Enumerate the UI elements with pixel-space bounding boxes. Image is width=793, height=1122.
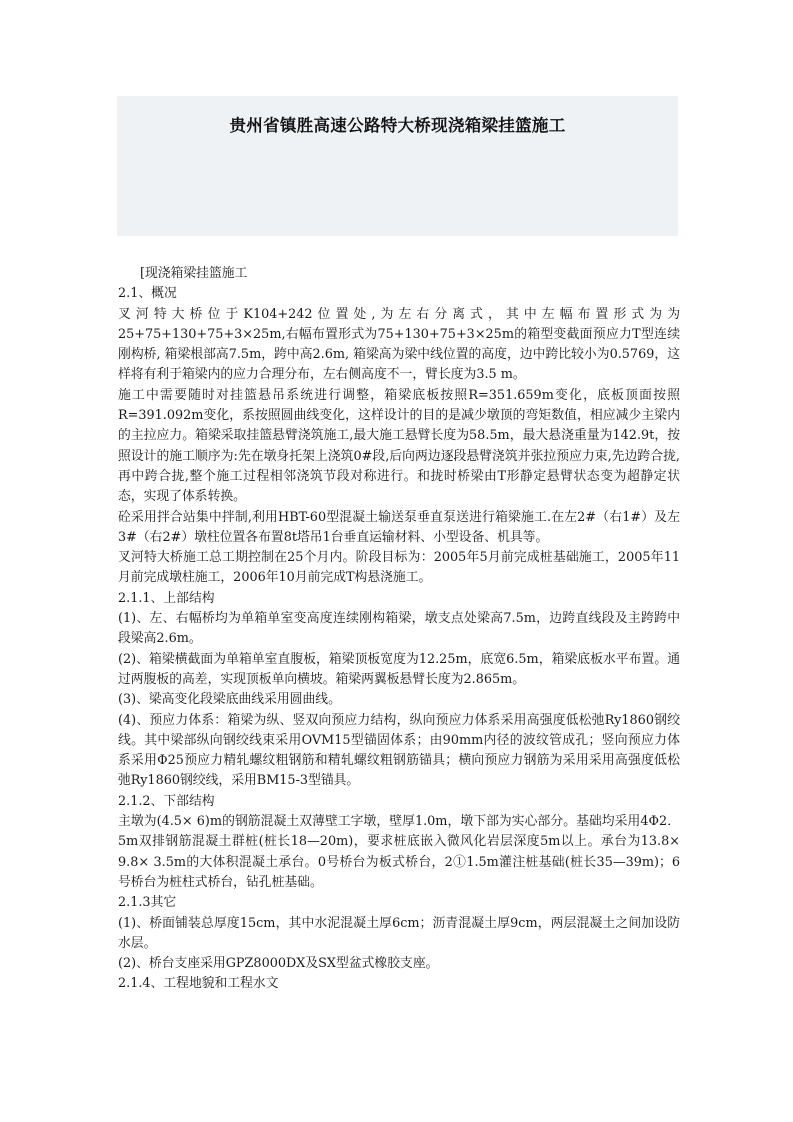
section-intro: [现浇箱梁挂篮施工 (140, 266, 248, 281)
title-banner (117, 96, 678, 236)
heading-2-1-4: 2.1.4、工程地貌和工程水文 (118, 976, 279, 992)
page-title: 贵州省镇胜高速公路特大桥现浇箱梁挂篮施工 (229, 116, 566, 135)
list-item: (1)、左、右幅桥均为单箱单室变高度连续刚构箱梁，墩支点处梁高7.5m，边跨直线段及主跨跨中段梁高2.6m。 (118, 611, 680, 647)
list-item: (2)、桥台支座采用GPZ8000DX及SX型盆式橡胶支座。 (118, 956, 439, 972)
heading-2-1: 2.1、概况 (118, 286, 177, 302)
list-item: (3)、梁高变化段梁底曲线采用圆曲线。 (118, 692, 341, 708)
list-item: (2)、箱梁横截面为单箱单室直腹板，箱梁顶板宽度为12.25m，底宽6.5m，箱梁底板水平布置。通过两腹板的高差，实现顶板单向横坡。箱梁两翼板悬臂长度为2.865m。 (118, 651, 680, 687)
list-item: (4)、预应力体系：箱梁为纵、竖双向预应力结构，纵向预应力体系采用高强度低松弛Ry1860钢绞线。其中梁部纵向钢绞线束采用OVM15型锚固体系；由90mm内径的波纹管成孔；竖向预应力体系采用Φ25预应力精轧螺纹粗钢筋和精轧螺纹粗钢筋锚具；横向预应力钢筋为采用采用高强度低松弛Ry1860钢绞线，采用BM15-3型锚具。 (118, 712, 680, 789)
document-body (118, 264, 680, 995)
heading-2-1-3: 2.1.3其它 (118, 895, 177, 911)
heading-2-1-2: 2.1.2、下部结构 (118, 793, 215, 809)
paragraph-construction: 施工中需要随时对挂篮悬吊系统进行调整，箱梁底板按照R=351.659m变化，底板顶面按照R=391.092m变化，系按照圆曲线变化，这样设计的目的是减少墩顶的弯矩数值，相应减少主梁内的主拉应力。箱梁采取挂篮悬臂浇筑施工,最大施工悬臂长度为58.5m，最大悬浇重量为142.9t，按照设计的施工顺序为:先在墩身托架上浇筑0#段,后向两边逐段悬臂浇筑并张拉预应力束,先边跨合拢,再中跨合拢,整个施工过程相邻浇筑节段对称进行。和拢时桥梁由T形静定悬臂状态变为超静定状态，实现了体系转换。 (118, 387, 680, 505)
paragraph-overview: 叉河特大桥位于K104+242位置处,为左右分离式，其中左幅布置形式为为25+75+130+75+3×25m,右幅布置形式为75+130+75+3×25m的箱型变截面预应力T型连续刚构桥, 箱梁根部高7.5m，跨中高2.6m, 箱梁高为梁中线位置的高度，边中跨比较小为0.5769，这样将有利于箱梁内的应力合理分布，左右侧高度不一，臂长度为3.5 m。 (118, 306, 680, 383)
heading-2-1-1: 2.1.1、上部结构 (118, 590, 215, 606)
paragraph-schedule: 叉河特大桥施工总工期控制在25个月内。阶段目标为：2005年5月前完成桩基础施工，2005年11月前完成墩柱施工，2006年10月前完成T构悬浇施工。 (118, 550, 680, 586)
paragraph-concrete: 砼采用拌合站集中拌制,利用HBT-60型混凝土输送泵垂直泵送进行箱梁施工.在左2#（右1#）及左3#（右2#）墩柱位置各布置8t塔吊1台垂直运输材料、小型设备、机具等。 (118, 509, 680, 545)
list-item: (1)、桥面铺装总厚度15cm，其中水泥混凝土厚6cm；沥青混凝土厚9cm，两层混凝土之间加设防水层。 (118, 915, 680, 951)
paragraph-substructure: 主墩为(4.5× 6)m的钢筋混凝土双薄壁工字墩，壁厚1.0m，墩下部为实心部分。基础均采用4Φ2．5m双排钢筋混凝土群桩(桩长18—20m)，要求桩底嵌入微风化岩层深度5m以上。承台为13.8× 9.8× 3.5m的大体积混凝土承台。0号桥台为板式桥台，2①1.5m灌注桩基础(桩长35—39m)；6号桥台为桩柱式桥台，钻孔桩基础。 (118, 814, 680, 890)
